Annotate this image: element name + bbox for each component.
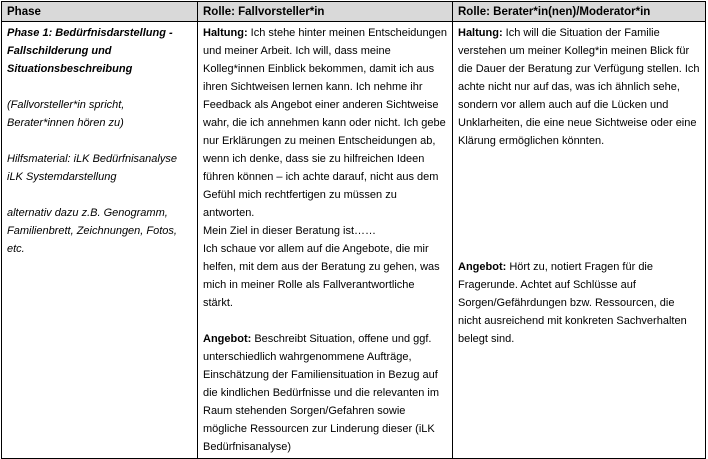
presenter-ziel: Mein Ziel in dieser Beratung ist…… — [203, 225, 377, 237]
advisor-haltung-text: Ich will die Situation der Familie verstehen um meiner Kolleg*in meinen Blick für die Dauer der Beratung zur Verfügung stellen. Ich achte nicht nur auf das, was ich ähnlich sehe, sondern vor allem auch auf die Lücken und Unklarheiten, die eine neue Sichtweise oder eine Klärung ermöglichen könnten. — [458, 27, 700, 147]
presenter-schaue: Ich schaue vor allem auf die Angebote, die mir helfen, mit dem aus der Beratung zu gehen, was mich in meiner Rolle als Fallverantwortliche stärkt. — [203, 243, 440, 309]
phase-material-2: iLK Systemdarstellung — [7, 171, 117, 183]
header-phase: Phase — [2, 2, 198, 22]
role-table — [1, 1, 706, 459]
table-row — [2, 22, 706, 459]
advisor-haltung-label: Haltung: — [458, 27, 503, 39]
presenter-angebot-label: Angebot: — [203, 333, 252, 345]
presenter-haltung-label: Haltung: — [203, 27, 248, 39]
advisor-angebot-text: Hört zu, notiert Fragen für die Fragerunde. Achtet auf Schlüsse auf Sorgen/Gefährdungen bzw. Ressourcen, die nicht ausreichend mit konkreten Sachverhalten belegt sind. — [458, 261, 687, 345]
header-row — [2, 2, 706, 22]
header-role-presenter: Rolle: Fallvorsteller*in — [198, 2, 453, 22]
presenter-haltung — [203, 24, 447, 222]
presenter-cell — [198, 22, 453, 459]
phase-material-1: Hilfsmaterial: iLK Bedürfnisanalyse — [7, 153, 177, 165]
advisor-haltung — [458, 24, 700, 150]
advisor-cell — [453, 22, 706, 459]
header-role-advisor: Rolle: Berater*in(nen)/Moderator*in — [453, 2, 706, 22]
phase-alternative: alternativ dazu z.B. Genogramm, Familienbrett, Zeichnungen, Fotos, etc. — [7, 207, 177, 255]
phase-note: (Fallvorsteller*in spricht, Berater*innen hören zu) — [7, 99, 125, 129]
phase-title: Phase 1: Bedürfnisdarstellung - Fallschilderung und Situationsbeschreibung — [7, 27, 173, 75]
presenter-haltung-text: Ich stehe hinter meinen Entscheidungen und meiner Arbeit. Ich will, dass meine Kolleg*innen Einblick bekommen, damit ich aus ihren Sichtweisen lernen kann. Ich nehme ihr Feedback als Angebot einer anderen Sichtweise wahr, die ich annehmen kann oder nicht. Ich gebe nur Erklärungen zu meinen Entscheidungen ab, wenn ich denke, dass sie zu hilfreichen Ideen führen können – ich achte darauf, nicht aus dem Gefühl mich rechtfertigen zu müssen zu antworten. — [203, 27, 447, 219]
presenter-angebot — [203, 330, 447, 456]
advisor-angebot-label: Angebot: — [458, 261, 507, 273]
phase-cell — [2, 22, 198, 459]
presenter-angebot-text: Beschreibt Situation, offene und ggf. unterschiedlich wahrgenommene Aufträge, Einschätzung der Familiensituation in Bezug auf die kindlichen Bedürfnisse und die relevanten im Raum stehenden Sorgen/Gefahren sowie mögliche Ressourcen zur Linderung dieser (iLK Bedürfnisanalyse) — [203, 333, 440, 453]
advisor-angebot — [458, 258, 700, 348]
